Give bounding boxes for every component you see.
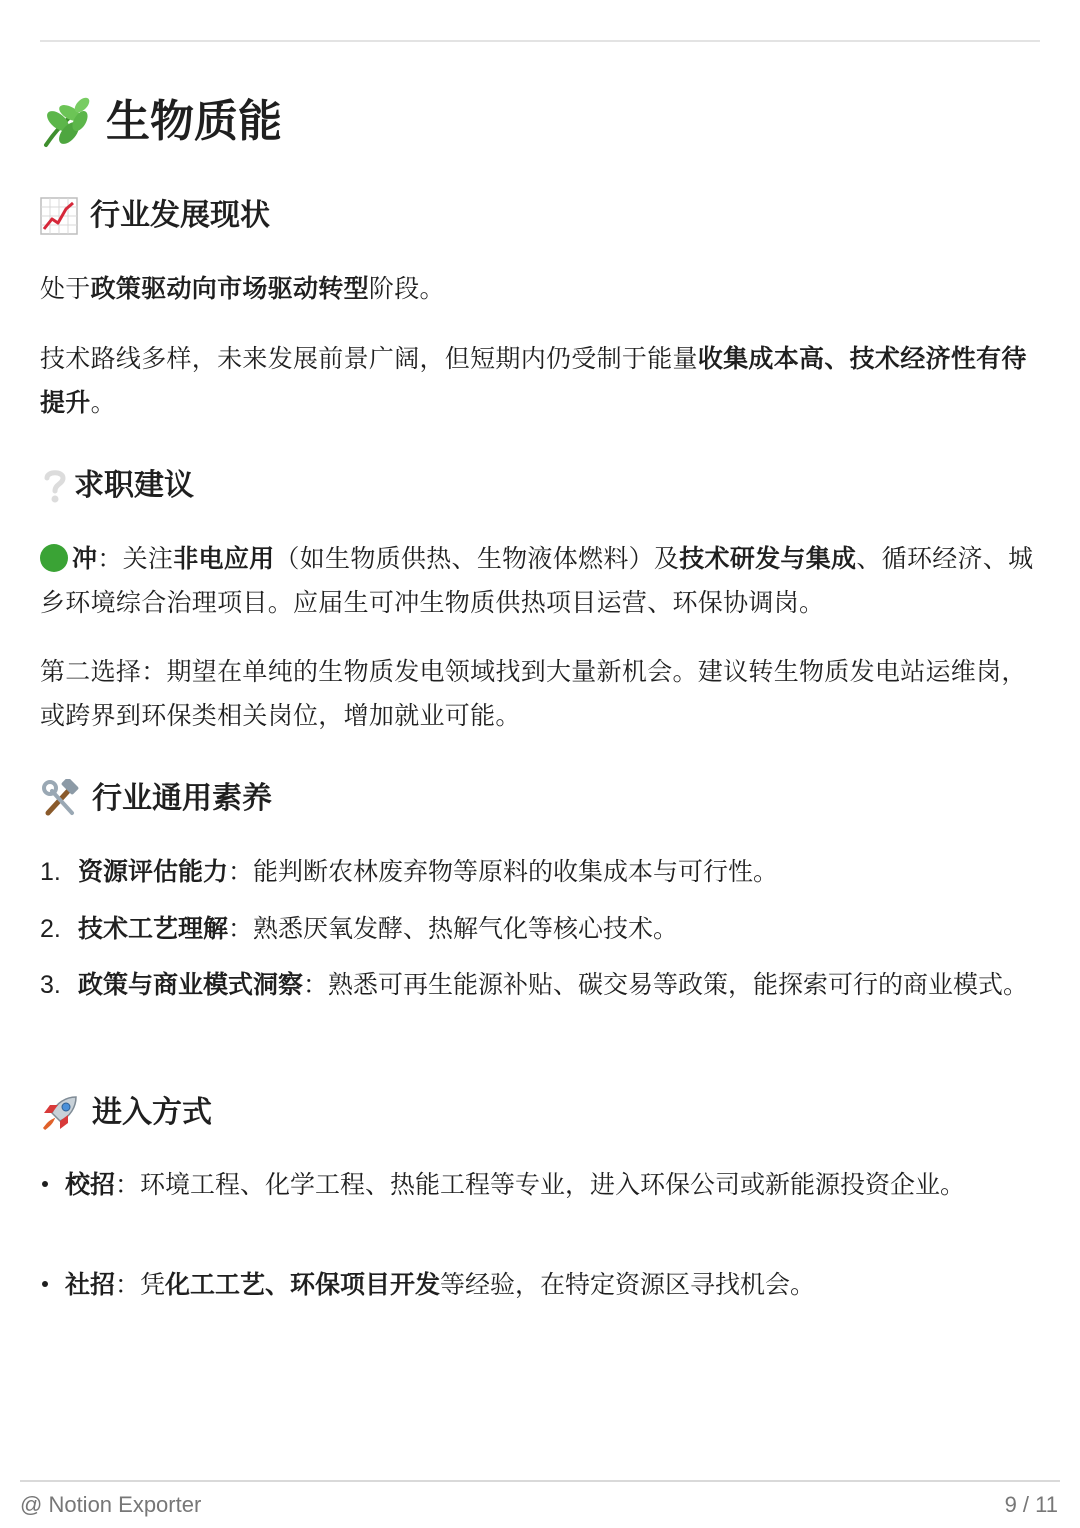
status-paragraph-2: 技术路线多样，未来发展前景广阔，但短期内仍受制于能量收集成本高、技术经济性有待提升。 [40,344,1027,417]
question-mark-icon [40,466,70,506]
footer-exporter-label: @ Notion Exporter [20,1492,202,1517]
status-bold-1: 政策驱动向市场驱动转型 [90,274,369,303]
top-divider [40,40,1040,42]
tools-icon [40,779,80,819]
section-heading-skills-text: 行业通用素养 [92,781,272,816]
skills-list-item: 2. 技术工艺理解：熟悉厌氧发酵、热解气化等核心技术。 [40,914,679,943]
bullet-dot [42,1281,48,1287]
bullet-dot [42,1181,48,1187]
footer-divider [20,1480,1060,1482]
section-heading-entry [40,1091,212,1135]
status-paragraph-1: 处于政策驱动向市场驱动转型阶段。 [40,274,445,303]
footer-page-number: 9 / 11 [1004,1492,1058,1517]
section-heading-skills [40,777,272,821]
rocket-icon [40,1093,80,1133]
skills-list-item: 1. 资源评估能力：能判断农林废弃物等原料的收集成本与可行性。 [40,857,779,886]
status-bold-2: 收集成本高、技术经济性有待提升 [40,344,1027,417]
section-heading-advice [40,464,194,508]
chart-increasing-icon [40,197,78,235]
leaf-icon [40,95,94,149]
entry-list-item: 校招：环境工程、化学工程、热能工程等专业，进入环保公司或新能源投资企业。 [40,1163,1040,1207]
skills-list-item: 3. 政策与商业模式洞察：熟悉可再生能源补贴、碳交易等政策，能探索可行的商业模式。 [40,970,1029,999]
advice-paragraph-1: 冲：关注非电应用（如生物质供热、生物液体燃料）及技术研发与集成、循环经济、城乡环境综合治理项目。应届生可冲生物质供热项目运营、环保协调岗。 [40,544,1034,617]
advice-paragraph-2: 第二选择：期望在单纯的生物质发电领域找到大量新机会。建议转生物质发电站运维岗，或跨界到环保类相关岗位，增加就业可能。 [40,657,1027,730]
section-heading-status-text: 行业发展现状 [90,198,270,233]
page-title-text: 生物质能 [106,96,282,147]
entry-list-item: 社招：凭化工工艺、环保项目开发等经验，在特定资源区寻找机会。 [40,1263,1040,1307]
section-heading-entry-text: 进入方式 [92,1095,212,1130]
green-circle-icon [40,544,68,572]
page-title [40,92,282,152]
section-heading-status [40,194,270,238]
section-heading-advice-text: 求职建议 [74,468,194,503]
